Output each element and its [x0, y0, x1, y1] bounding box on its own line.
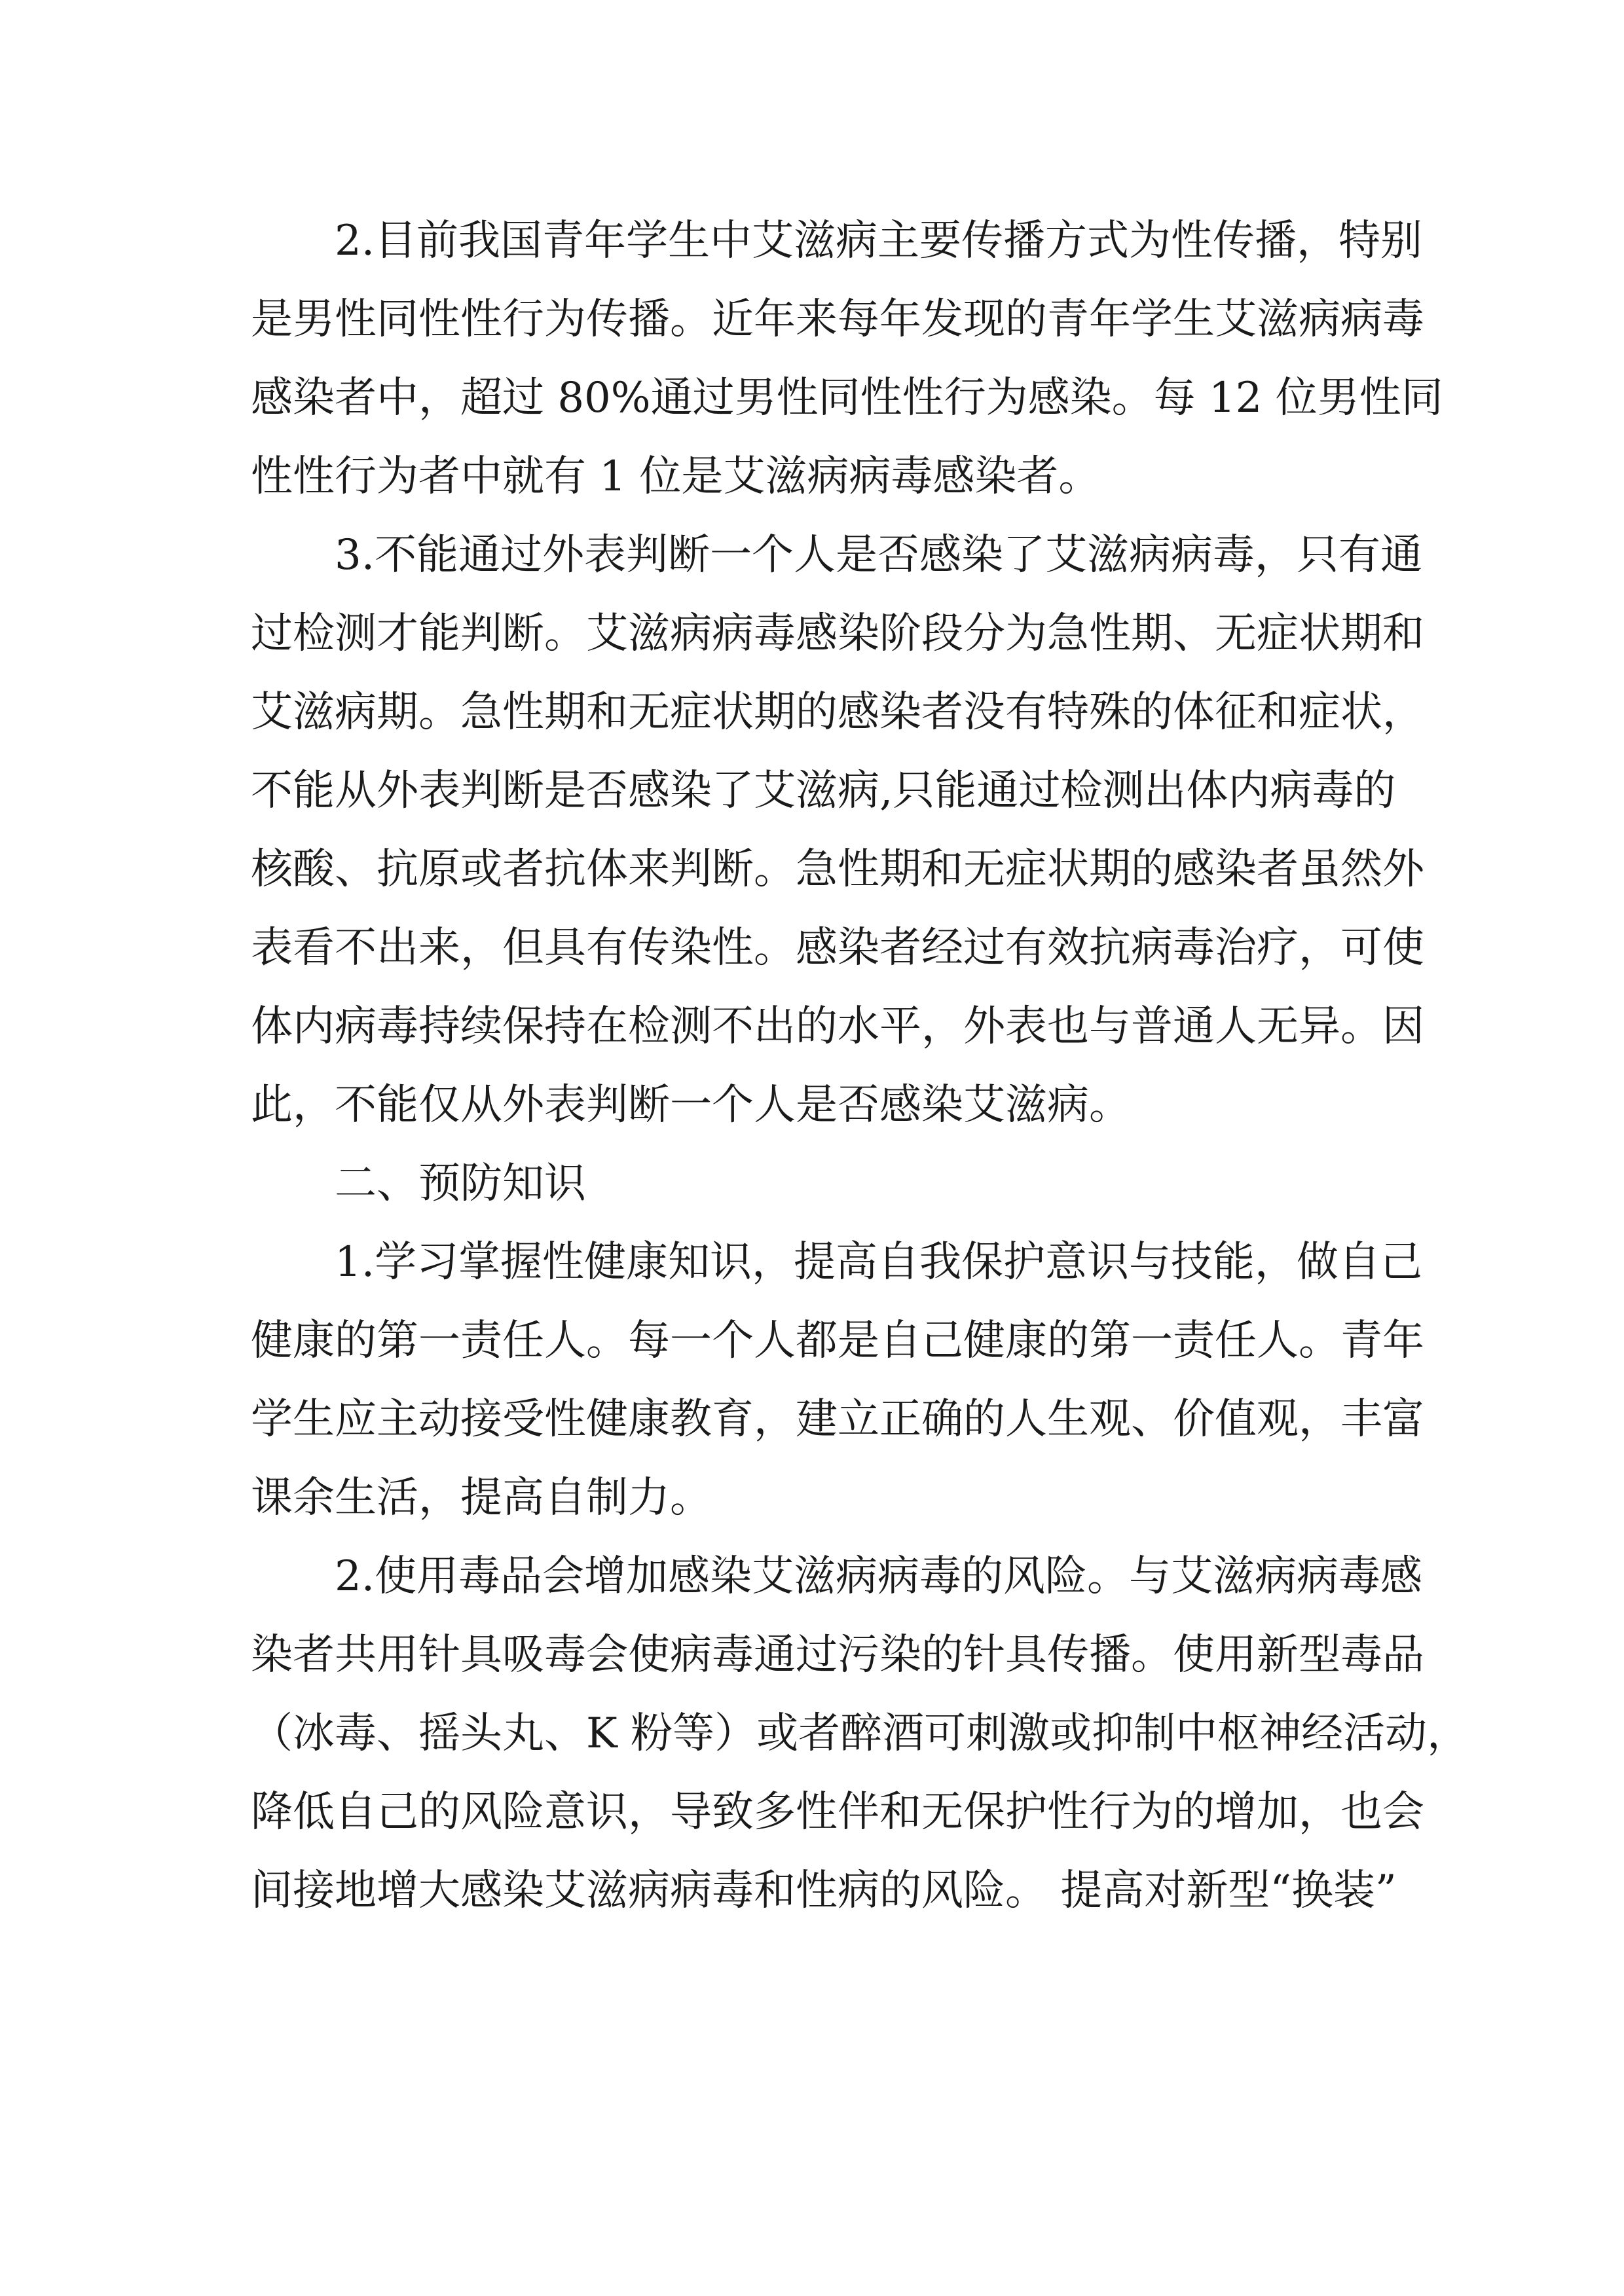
prevention-2-line-4: 降低自己的风险意识，导致多性伴和无保护性行为的增加，也会	[251, 1788, 1424, 1836]
paragraph-3-line-7: 体内病毒持续保持在检测不出的水平，外表也与普通人无异。因	[251, 1002, 1424, 1051]
paragraph-2-line-1: 2.目前我国青年学生中艾滋病主要传播方式为性传播，特别	[335, 217, 1423, 265]
paragraph-2-line-2: 是男性同性性行为传播。近年来每年发现的青年学生艾滋病病毒	[251, 295, 1424, 344]
section-heading: 二、预防知识	[335, 1159, 586, 1208]
paragraph-3-line-3: 艾滋病期。急性期和无症状期的感染者没有特殊的体征和症状，	[251, 688, 1424, 737]
prevention-2-line-3: （冰毒、摇头丸、K 粉等）或者醉酒可刺激或抑制中枢神经活动，	[251, 1709, 1469, 1758]
paragraph-2-line-3: 感染者中，超过 80%通过男性同性性行为感染。每 12 位男性同	[251, 374, 1443, 422]
paragraph-3-line-2: 过检测才能判断。艾滋病病毒感染阶段分为急性期、无症状期和	[251, 610, 1424, 658]
prevention-2-line-5: 间接地增大感染艾滋病病毒和性病的风险。 提高对新型“换装”	[251, 1867, 1397, 1915]
prevention-1-line-1: 1.学习掌握性健康知识，提高自我保护意识与技能，做自己	[335, 1238, 1423, 1286]
paragraph-3-line-4: 不能从外表判断是否感染了艾滋病,只能通过检测出体内病毒的	[251, 767, 1396, 815]
paragraph-3-line-1: 3.不能通过外表判断一个人是否感染了艾滋病病毒，只有通	[335, 531, 1423, 579]
paragraph-3-line-6: 表看不出来，但具有传染性。感染者经过有效抗病毒治疗，可使	[251, 924, 1424, 972]
paragraph-2-line-4: 性性行为者中就有 1 位是艾滋病病毒感染者。	[251, 452, 1101, 501]
prevention-2-line-1: 2.使用毒品会增加感染艾滋病病毒的风险。与艾滋病病毒感	[335, 1552, 1423, 1601]
prevention-2-line-2: 染者共用针具吸毒会使病毒通过污染的针具传播。使用新型毒品	[251, 1631, 1424, 1679]
paragraph-3-line-5: 核酸、抗原或者抗体来判断。急性期和无症状期的感染者虽然外	[251, 845, 1424, 894]
prevention-1-line-3: 学生应主动接受性健康教育，建立正确的人生观、价值观，丰富	[251, 1395, 1424, 1444]
prevention-1-line-2: 健康的第一责任人。每一个人都是自己健康的第一责任人。青年	[251, 1317, 1424, 1365]
prevention-1-line-4: 课余生活，提高自制力。	[251, 1474, 712, 1522]
paragraph-3-line-8: 此，不能仅从外表判断一个人是否感染艾滋病。	[251, 1081, 1131, 1129]
